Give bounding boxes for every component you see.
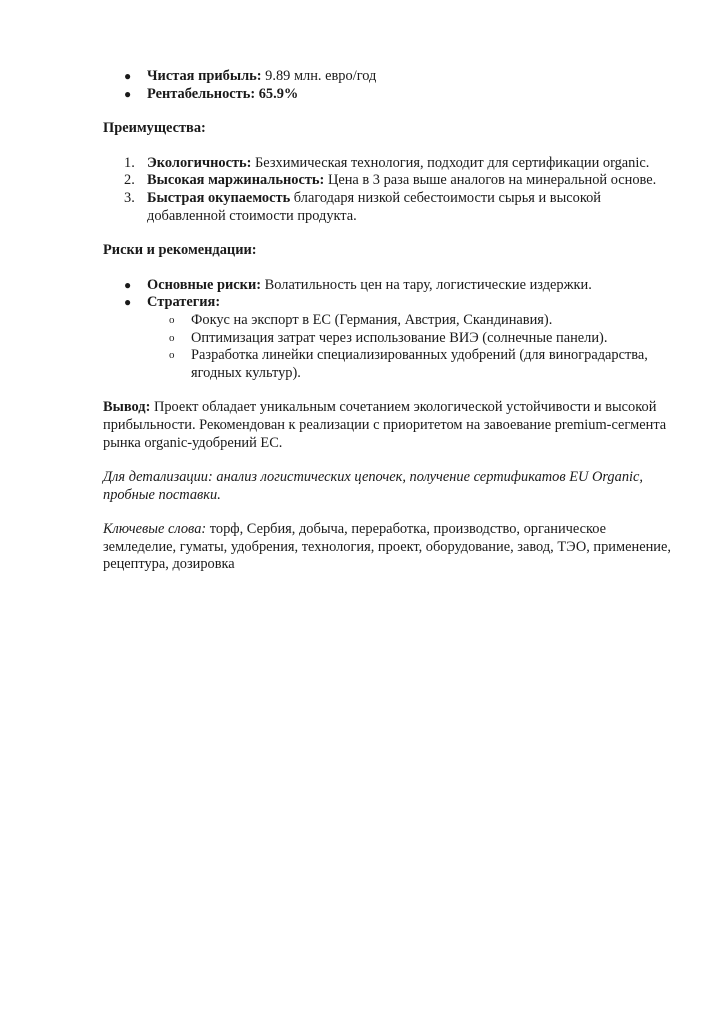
conclusion-paragraph [103, 399, 673, 452]
advantage-text: Цена в 3 раза выше аналогов на минеральной основе. [324, 172, 657, 189]
list-item [103, 172, 673, 190]
keywords-label: Ключевые слова: [103, 521, 207, 538]
strategy-item-text: Оптимизация затрат через использование ВИЭ (солнечные панели). [191, 329, 608, 346]
keywords-text: торф, Сербия, добыча, переработка, производство, органическое земледелие, гуматы, удобрения, технология, проект, оборудование, завод, ТЭО, применение, рецептура, дозировка [103, 521, 671, 573]
strategy-item-text: Разработка линейки специализированных удобрений (для виноградарства, ягодных культур). [191, 347, 648, 381]
list-item [103, 86, 673, 104]
bullet-icon: ● [124, 277, 132, 292]
strategy-list [103, 312, 673, 382]
advantage-text: благодаря низкой себестоимости сырья и высокой добавленной стоимости продукта. [147, 189, 601, 224]
circle-bullet-icon: o [169, 331, 175, 344]
list-item [103, 294, 673, 312]
bullet-icon: ● [124, 295, 132, 310]
bullet-icon: ● [124, 69, 132, 83]
list-item [103, 155, 673, 173]
list-number: 3. [124, 189, 135, 206]
advantages-heading: Преимущества: [103, 120, 206, 137]
strategy-item-text: Фокус на экспорт в ЕС (Германия, Австрия, Скандинавия). [191, 311, 553, 328]
profitability-label: Рентабельность: 65.9% [147, 85, 299, 102]
circle-bullet-icon: o [169, 349, 175, 362]
conclusion-text: Проект обладает уникальным сочетанием экологической устойчивости и высокой прибыльности. Рекомендован к реализации с приоритетом на завоевание premium-сегмента рынка organic-удобрений ЕС. [103, 399, 667, 451]
list-item [103, 277, 673, 295]
net-profit-value: 9.89 млн. евро/год [261, 68, 377, 84]
main-risks-label: Основные риски: [147, 276, 262, 293]
list-number: 2. [124, 172, 135, 189]
profit-list [103, 68, 673, 103]
strategy-label: Стратегия: [147, 294, 221, 311]
risks-heading: Риски и рекомендации: [103, 242, 257, 259]
advantage-label: Экологичность: [147, 154, 252, 171]
list-item [103, 190, 673, 225]
bullet-icon: ● [124, 86, 132, 101]
keywords-paragraph [103, 521, 673, 574]
risks-list [103, 277, 673, 312]
advantages-list [103, 155, 673, 225]
advantage-text: Безхимическая технология, подходит для сертификации organic. [251, 154, 650, 171]
list-item [103, 330, 673, 348]
conclusion-label: Вывод: [103, 399, 151, 416]
list-number: 1. [124, 154, 135, 171]
advantage-label: Быстрая окупаемость [147, 189, 291, 206]
list-item [103, 347, 673, 382]
net-profit-label: Чистая прибыль: [147, 68, 262, 84]
list-item [103, 312, 673, 330]
advantage-label: Высокая маржинальность: [147, 172, 325, 189]
list-item [103, 68, 673, 86]
details-paragraph: Для детализации: анализ логистических цепочек, получение сертификатов EU Organic, пробные поставки. [103, 469, 644, 503]
document-page [103, 68, 673, 574]
circle-bullet-icon: o [169, 313, 175, 326]
main-risks-text: Волатильность цен на тару, логистические издержки. [261, 276, 592, 293]
